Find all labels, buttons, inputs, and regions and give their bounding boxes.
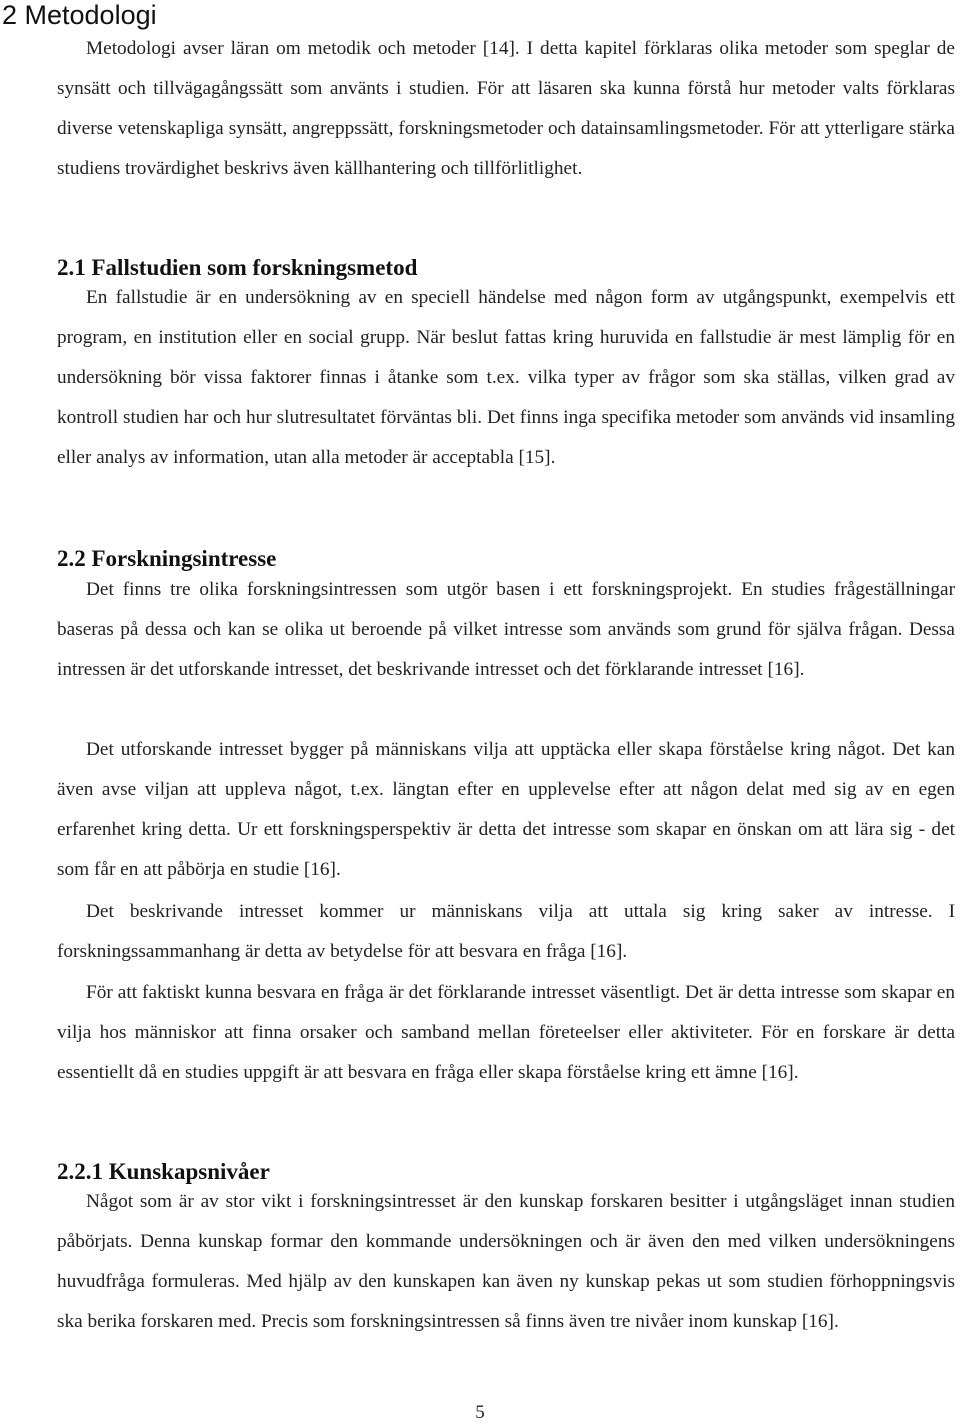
page-number: 5 <box>475 1402 485 1423</box>
section-2-1-paragraph: En fallstudie är en undersökning av en speciell händelse med någon form av utgångspunkt, exempelvis ett program, en institution eller en social grupp. När beslut fattas kring huruvida en fallstudie är mest lämplig för en undersökning bör vissa faktorer finnas i åtanke som t.ex. vilka typer av frågor som ska ställas, vilken grad av kontroll studien har och hur slutresultatet förväntas bli. Det finns inga specifika metoder som används vid insamling eller analys av information, utan alla metoder är acceptabla [15]. <box>57 287 955 468</box>
section-2-2-paragraph-1: Det finns tre olika forskningsintressen som utgör basen i ett forskningsprojekt. En studies frågeställningar baseras på dessa och kan se olika ut beroende på vilket intresse som används som grund för själva frågan. Dessa intressen är det utforskande intresset, det beskrivande intresset och det förklarande intresset [16]. <box>57 579 955 680</box>
section-2-2-1-paragraph: Något som är av stor vikt i forskningsintresset är den kunskap forskaren besitter i utgångsläget innan studien påbörjats. Denna kunskap formar den kommande undersökningen och är även den med vilken undersökningens huvudfråga formuleras. Med hjälp av den kunskapen kan även ny kunskap pekas ut som studien förhoppningsvis ska berika forskaren med. Precis som forskningsintressen så finns även tre nivåer inom kunskap [16]. <box>57 1191 955 1332</box>
section-2-2-paragraph-2: Det utforskande intresset bygger på människans vilja att upptäcka eller skapa förståelse kring något. Det kan även avse viljan att uppleva något, t.ex. längtan efter en upplevelse efter att någon delat med sig av en egen erfarenhet kring detta. Ur ett forskningsperspektiv är detta det intresse som skapar en önskan om att lära sig - det som får en att påbörja en studie [16]. <box>57 739 955 880</box>
section-2-1-heading: 2.1 Fallstudien som forskningsmetod <box>57 255 418 280</box>
chapter-heading: 2 Metodologi <box>2 0 157 30</box>
section-2-2-1-heading: 2.2.1 Kunskapsnivåer <box>57 1159 270 1184</box>
section-2-2-heading: 2.2 Forskningsintresse <box>57 546 277 571</box>
section-2-2-paragraph-4: För att faktiskt kunna besvara en fråga är det förklarande intresset väsentligt. Det är detta intresse som skapar en vilja hos människor att finna orsaker och samband mellan företeelser eller aktiviteter. För en forskare är detta essentiellt då en studies uppgift är att besvara en fråga eller skapa förståelse kring ett ämne [16]. <box>57 982 955 1083</box>
intro-paragraph: Metodologi avser läran om metodik och metoder [14]. I detta kapitel förklaras olika metoder som speglar de synsätt och tillvägagångssätt som använts i studien. För att läsaren ska kunna förstå hur metoder valts förklaras diverse vetenskapliga synsätt, angreppssätt, forskningsmetoder och datainsamlingsmetoder. För att ytterligare stärka studiens trovärdighet beskrivs även källhantering och tillförlitlighet. <box>57 38 955 179</box>
section-2-2-paragraph-3: Det beskrivande intresset kommer ur människans vilja att uttala sig kring saker av intresse. I forskningssammanhang är detta av betydelse för att besvara en fråga [16]. <box>57 901 955 962</box>
